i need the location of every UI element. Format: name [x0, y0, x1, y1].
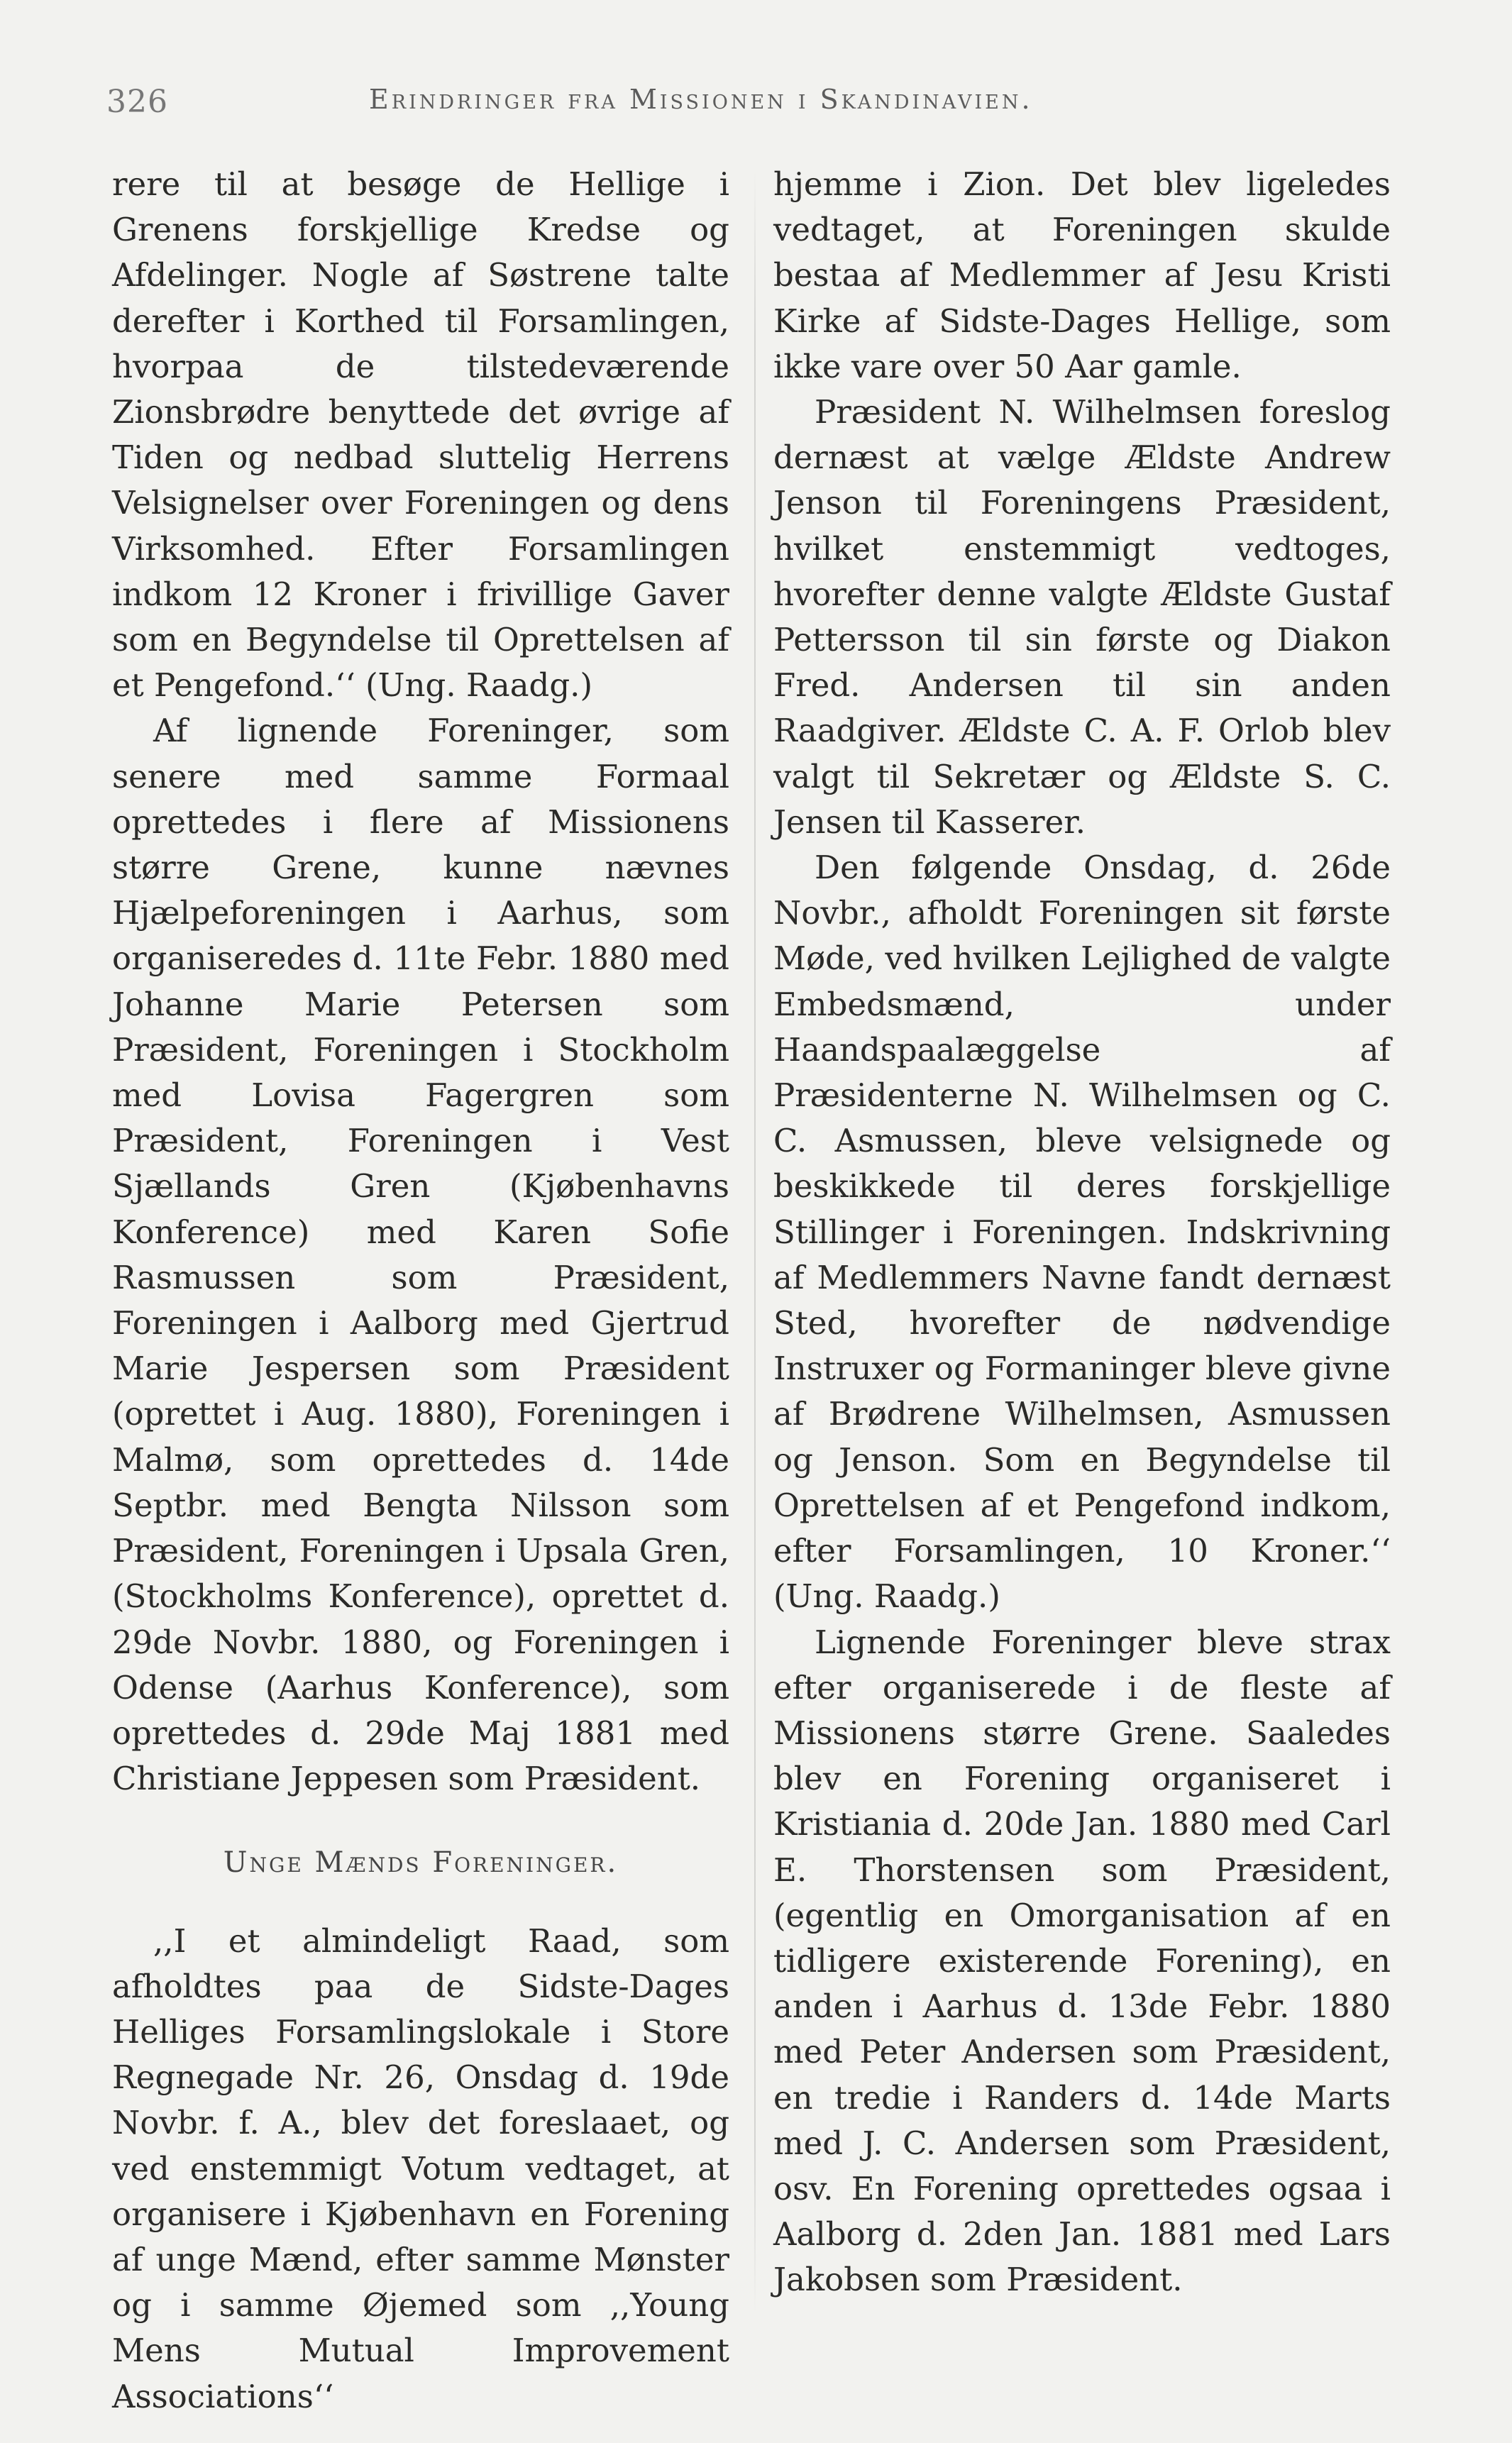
paragraph-first-meeting: Den følgende Onsdag, d. 26de Novbr., afholdt Foreningen sit første Møde, ved hvilken Lejlighed de valgte Embedsmænd, under Haandspaalæggelse af Præsidenterne N. Wilhelmsen og C. C. Asmussen, bleve velsignede og beskikkede til deres forskjellige Stillinger i Foreningen. Indskrivning af Medlemmers Navne fandt dernæst Sted, hvorefter de nødvendige Instruxer og Formaninger bleve givne af Brødrene Wilhelmsen, Asmussen og Jenson. Som en Begyndelse til Oprettelsen af et Pengefond indkom, efter Forsamlingen, 10 Kroner.‘‘ (Ung. Raadg.): [773, 849, 1391, 1616]
right-column: [773, 162, 1391, 2303]
running-title: Erindringer fra Missionen i Skandinavien.: [369, 84, 1033, 115]
paragraph-president-election: Præsident N. Wilhelmsen foreslog dernæst at vælge Ældste Andrew Jenson til Foreningens Præsident, hvilket enstemmigt vedtoges, hvorefter denne valgte Ældste Gustaf Pettersson til sin første og Diakon Fred. Andersen til sin anden Raadgiver. Ældste C. A. F. Orlob blev valgt til Sekretær og Ældste S. C. Jensen til Kasserer.: [773, 393, 1391, 841]
paragraph-continuation-zion: hjemme i Zion. Det blev ligeledes vedtaget, at Foreningen skulde bestaa af Medlemmer af Jesu Kristi Kirke af Sidste-Dages Hellige, som ikke vare over 50 Aar gamle.: [773, 165, 1391, 385]
paragraph-quote-council: ,,I et almindeligt Raad, som afholdtes paa de Sidste-Dages Helliges Forsamlingslokale i Store Regnegade Nr. 26, Onsdag d. 19de Novbr. f. A., blev det foreslaaet, og ved enstemmigt Votum vedtaget, at organisere i Kjøbenhavn en Forening af unge Mænd, efter samme Mønster og i samme Øjemed som ,,Young Mens Mutual Improvement Associations‘‘: [112, 1921, 729, 2415]
section-heading: Unge Mænds Foreninger.: [223, 1846, 619, 1880]
column-divider: [754, 170, 756, 2313]
left-column: [112, 162, 729, 2420]
paragraph-similar-mens-associations: Lignende Foreninger bleve strax efter organiserede i de fleste af Missionens større Grene. Saaledes blev en Forening organiseret i Kristiania d. 20de Jan. 1880 med Carl E. Thorstensen som Præsident, (egentlig en Omorganisation af en tidligere existerende Forening), en anden i Aarhus d. 13de Febr. 1880 med Peter Andersen som Præsident, en tredie i Randers d. 14de Marts med J. C. Andersen som Præsident, osv. En Forening oprettedes ogsaa i Aalborg d. 2den Jan. 1881 med Lars Jakobsen som Præsident.: [773, 1623, 1391, 2299]
paragraph-continued: rere til at besøge de Hellige i Grenens forskjellige Kredse og Afdelinger. Nogle af Søstrene talte derefter i Korthed til Forsamlingen, hvorpaa de tilstedeværende Zionsbrødre benyttede det øvrige af Tiden og nedbad sluttelig Herrens Velsignelser over Foreningen og dens Virksomhed. Efter Forsamlingen indkom 12 Kroner i frivillige Gaver som en Begyndelse til Oprettelsen af et Pengefond.‘‘ (Ung. Raadg.): [112, 165, 729, 705]
paragraph-similar-associations: Af lignende Foreninger, som senere med samme Formaal oprettedes i flere af Missionens større Grene, kunne nævnes Hjælpeforeningen i Aarhus, som organiseredes d. 11te Febr. 1880 med Johanne Marie Petersen som Præsident, Foreningen i Stockholm med Lovisa Fagergren som Præsident, Foreningen i Vest Sjællands Gren (Kjøbenhavns Konference) med Karen Sofie Rasmussen som Præsident, Foreningen i Aalborg med Gjertrud Marie Jespersen som Præsident (oprettet i Aug. 1880), Foreningen i Malmø, som oprettedes d. 14de Septbr. med Bengta Nilsson som Præsident, Foreningen i Upsala Gren, (Stockholms Konference), oprettet d. 29de Novbr. 1880, og Foreningen i Odense (Aarhus Konference), som oprettedes d. 29de Maj 1881 med Christiane Jeppesen som Præsident.: [112, 712, 729, 1798]
page-number: 326: [106, 84, 168, 120]
page-header: [106, 71, 1391, 128]
